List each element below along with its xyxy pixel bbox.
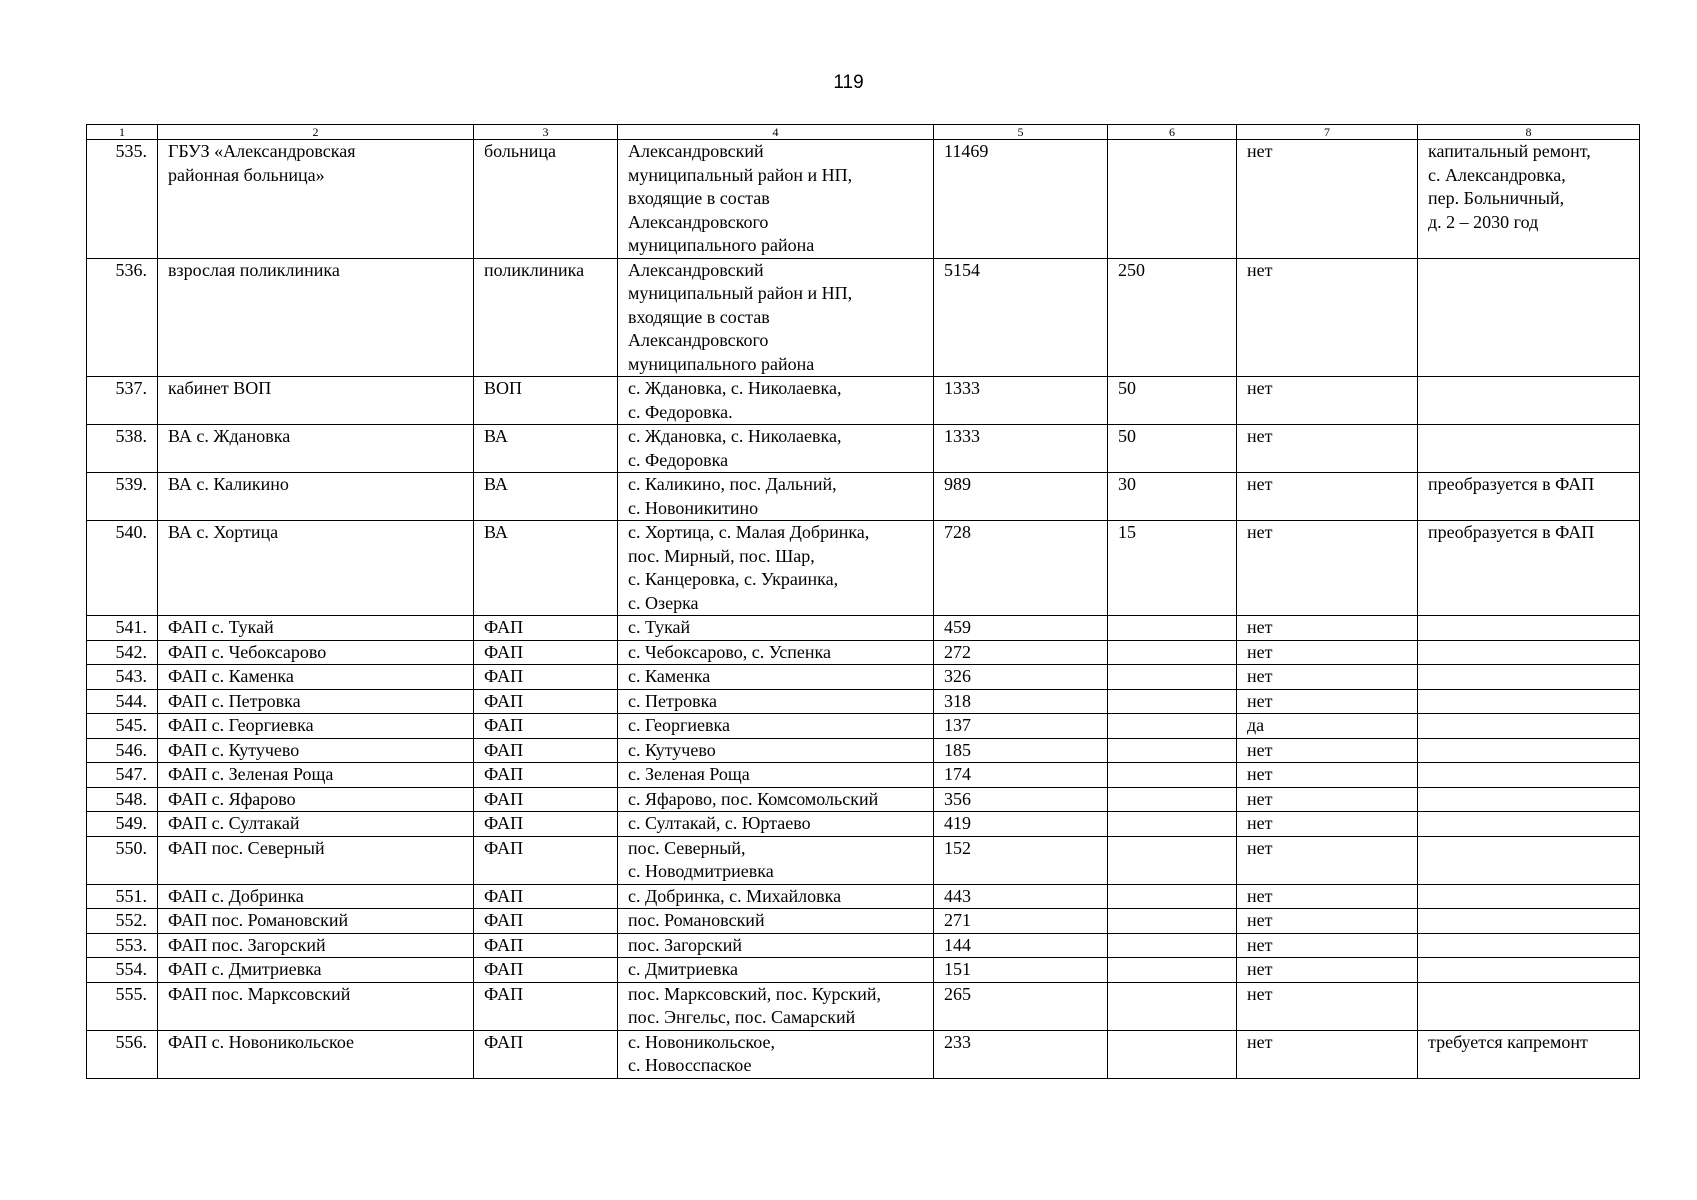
facility-name-cell: ВА с. Каликино bbox=[158, 473, 474, 521]
column-6-cell: 30 bbox=[1108, 473, 1237, 521]
column-5-cell: 271 bbox=[934, 909, 1108, 934]
row-number-cell: 545. bbox=[87, 714, 158, 739]
facility-type-cell: ВОП bbox=[474, 377, 618, 425]
column-5-cell: 1333 bbox=[934, 377, 1108, 425]
facility-type-cell: ФАП bbox=[474, 958, 618, 983]
column-7-cell: нет bbox=[1237, 258, 1418, 377]
column-5-cell: 5154 bbox=[934, 258, 1108, 377]
table-row bbox=[87, 258, 1640, 377]
column-7-cell: нет bbox=[1237, 689, 1418, 714]
column-5-cell: 137 bbox=[934, 714, 1108, 739]
column-header: 7 bbox=[1237, 125, 1418, 140]
column-6-cell bbox=[1108, 836, 1237, 884]
facility-name-cell: ФАП с. Георгиевка bbox=[158, 714, 474, 739]
notes-cell bbox=[1418, 640, 1640, 665]
service-area-cell: с. Георгиевка bbox=[618, 714, 934, 739]
column-5-cell: 728 bbox=[934, 521, 1108, 616]
notes-cell bbox=[1418, 909, 1640, 934]
service-area-cell: пос. Загорский bbox=[618, 933, 934, 958]
notes-cell bbox=[1418, 836, 1640, 884]
service-area-cell: с. Тукай bbox=[618, 616, 934, 641]
notes-cell bbox=[1418, 958, 1640, 983]
table-row bbox=[87, 140, 1640, 259]
facility-type-cell: ФАП bbox=[474, 982, 618, 1030]
column-7-cell: нет bbox=[1237, 521, 1418, 616]
row-number-cell: 544. bbox=[87, 689, 158, 714]
table-row bbox=[87, 836, 1640, 884]
facility-type-cell: больница bbox=[474, 140, 618, 259]
notes-cell bbox=[1418, 787, 1640, 812]
column-5-cell: 326 bbox=[934, 665, 1108, 690]
row-number-cell: 536. bbox=[87, 258, 158, 377]
facility-name-cell: ФАП с. Новоникольское bbox=[158, 1030, 474, 1078]
notes-cell bbox=[1418, 258, 1640, 377]
facility-type-cell: ФАП bbox=[474, 665, 618, 690]
table-row bbox=[87, 714, 1640, 739]
row-number-cell: 554. bbox=[87, 958, 158, 983]
row-number-cell: 535. bbox=[87, 140, 158, 259]
column-6-cell bbox=[1108, 140, 1237, 259]
row-number-cell: 539. bbox=[87, 473, 158, 521]
column-5-cell: 185 bbox=[934, 738, 1108, 763]
column-6-cell: 250 bbox=[1108, 258, 1237, 377]
column-7-cell: нет bbox=[1237, 884, 1418, 909]
row-number-cell: 538. bbox=[87, 425, 158, 473]
column-6-cell bbox=[1108, 665, 1237, 690]
table-body bbox=[87, 140, 1640, 1079]
table-row bbox=[87, 787, 1640, 812]
column-header: 4 bbox=[618, 125, 934, 140]
service-area-cell: с. Ждановка, с. Николаевка, с. Федоровка. bbox=[618, 377, 934, 425]
facility-name-cell: ФАП с. Яфарово bbox=[158, 787, 474, 812]
column-number-row bbox=[87, 125, 1640, 140]
facility-name-cell: ФАП с. Каменка bbox=[158, 665, 474, 690]
column-6-cell: 50 bbox=[1108, 425, 1237, 473]
column-5-cell: 459 bbox=[934, 616, 1108, 641]
notes-cell bbox=[1418, 616, 1640, 641]
facility-type-cell: ФАП bbox=[474, 1030, 618, 1078]
column-7-cell: нет bbox=[1237, 982, 1418, 1030]
column-header: 6 bbox=[1108, 125, 1237, 140]
table-row bbox=[87, 473, 1640, 521]
column-7-cell: нет bbox=[1237, 140, 1418, 259]
facility-type-cell: ФАП bbox=[474, 836, 618, 884]
column-7-cell: нет bbox=[1237, 958, 1418, 983]
column-7-cell: нет bbox=[1237, 933, 1418, 958]
notes-cell bbox=[1418, 377, 1640, 425]
column-5-cell: 174 bbox=[934, 763, 1108, 788]
facility-type-cell: ФАП bbox=[474, 909, 618, 934]
facility-type-cell: ФАП bbox=[474, 812, 618, 837]
table-row bbox=[87, 425, 1640, 473]
row-number-cell: 540. bbox=[87, 521, 158, 616]
column-5-cell: 1333 bbox=[934, 425, 1108, 473]
row-number-cell: 551. bbox=[87, 884, 158, 909]
table-row bbox=[87, 689, 1640, 714]
column-5-cell: 265 bbox=[934, 982, 1108, 1030]
column-5-cell: 151 bbox=[934, 958, 1108, 983]
notes-cell bbox=[1418, 665, 1640, 690]
notes-cell: капитальный ремонт, с. Александровка, пер. Больничный, д. 2 – 2030 год bbox=[1418, 140, 1640, 259]
column-6-cell bbox=[1108, 884, 1237, 909]
facility-name-cell: ФАП пос. Северный bbox=[158, 836, 474, 884]
facility-name-cell: ФАП с. Тукай bbox=[158, 616, 474, 641]
facility-name-cell: ФАП с. Дмитриевка bbox=[158, 958, 474, 983]
column-5-cell: 356 bbox=[934, 787, 1108, 812]
service-area-cell: пос. Северный, с. Новодмитриевка bbox=[618, 836, 934, 884]
column-5-cell: 989 bbox=[934, 473, 1108, 521]
facility-type-cell: ФАП bbox=[474, 714, 618, 739]
table-row bbox=[87, 763, 1640, 788]
column-header: 8 bbox=[1418, 125, 1640, 140]
facility-type-cell: ВА bbox=[474, 521, 618, 616]
column-7-cell: да bbox=[1237, 714, 1418, 739]
column-6-cell bbox=[1108, 738, 1237, 763]
service-area-cell: с. Дмитриевка bbox=[618, 958, 934, 983]
facility-type-cell: ФАП bbox=[474, 738, 618, 763]
column-7-cell: нет bbox=[1237, 473, 1418, 521]
facility-name-cell: ФАП с. Султакай bbox=[158, 812, 474, 837]
row-number-cell: 542. bbox=[87, 640, 158, 665]
table-row bbox=[87, 909, 1640, 934]
service-area-cell: Александровский муниципальный район и НП, входящие в состав Александровского муниципального района bbox=[618, 258, 934, 377]
row-number-cell: 555. bbox=[87, 982, 158, 1030]
row-number-cell: 550. bbox=[87, 836, 158, 884]
column-7-cell: нет bbox=[1237, 1030, 1418, 1078]
service-area-cell: с. Каликино, пос. Дальний, с. Новоникитино bbox=[618, 473, 934, 521]
column-header: 1 bbox=[87, 125, 158, 140]
column-7-cell: нет bbox=[1237, 738, 1418, 763]
column-7-cell: нет bbox=[1237, 640, 1418, 665]
row-number-cell: 547. bbox=[87, 763, 158, 788]
service-area-cell: с. Султакай, с. Юртаево bbox=[618, 812, 934, 837]
notes-cell bbox=[1418, 933, 1640, 958]
row-number-cell: 556. bbox=[87, 1030, 158, 1078]
facility-name-cell: ФАП с. Зеленая Роща bbox=[158, 763, 474, 788]
column-header: 5 bbox=[934, 125, 1108, 140]
service-area-cell: с. Зеленая Роща bbox=[618, 763, 934, 788]
table-row bbox=[87, 377, 1640, 425]
column-7-cell: нет bbox=[1237, 909, 1418, 934]
table-row bbox=[87, 884, 1640, 909]
service-area-cell: с. Кутучево bbox=[618, 738, 934, 763]
facility-name-cell: ФАП пос. Романовский bbox=[158, 909, 474, 934]
notes-cell: требуется капремонт bbox=[1418, 1030, 1640, 1078]
row-number-cell: 548. bbox=[87, 787, 158, 812]
facilities-table bbox=[86, 124, 1640, 1079]
facility-type-cell: ФАП bbox=[474, 640, 618, 665]
row-number-cell: 541. bbox=[87, 616, 158, 641]
facility-name-cell: ГБУЗ «Александровская районная больница» bbox=[158, 140, 474, 259]
table-row bbox=[87, 1030, 1640, 1078]
facility-type-cell: ФАП bbox=[474, 933, 618, 958]
service-area-cell: с. Яфарово, пос. Комсомольский bbox=[618, 787, 934, 812]
facility-type-cell: ФАП bbox=[474, 787, 618, 812]
service-area-cell: с. Чебоксарово, с. Успенка bbox=[618, 640, 934, 665]
facility-name-cell: кабинет ВОП bbox=[158, 377, 474, 425]
column-6-cell bbox=[1108, 933, 1237, 958]
service-area-cell: с. Добринка, с. Михайловка bbox=[618, 884, 934, 909]
service-area-cell: с. Каменка bbox=[618, 665, 934, 690]
row-number-cell: 543. bbox=[87, 665, 158, 690]
row-number-cell: 546. bbox=[87, 738, 158, 763]
column-6-cell bbox=[1108, 616, 1237, 641]
column-6-cell bbox=[1108, 958, 1237, 983]
column-6-cell bbox=[1108, 812, 1237, 837]
column-5-cell: 11469 bbox=[934, 140, 1108, 259]
column-6-cell: 15 bbox=[1108, 521, 1237, 616]
service-area-cell: с. Ждановка, с. Николаевка, с. Федоровка bbox=[618, 425, 934, 473]
notes-cell: преобразуется в ФАП bbox=[1418, 473, 1640, 521]
column-7-cell: нет bbox=[1237, 836, 1418, 884]
facility-type-cell: ФАП bbox=[474, 616, 618, 641]
column-5-cell: 318 bbox=[934, 689, 1108, 714]
facility-type-cell: ВА bbox=[474, 425, 618, 473]
column-5-cell: 152 bbox=[934, 836, 1108, 884]
column-6-cell bbox=[1108, 640, 1237, 665]
facility-name-cell: ВА с. Хортица bbox=[158, 521, 474, 616]
service-area-cell: с. Петровка bbox=[618, 689, 934, 714]
column-6-cell bbox=[1108, 714, 1237, 739]
column-header: 2 bbox=[158, 125, 474, 140]
notes-cell bbox=[1418, 425, 1640, 473]
table-row bbox=[87, 812, 1640, 837]
notes-cell: преобразуется в ФАП bbox=[1418, 521, 1640, 616]
column-6-cell bbox=[1108, 763, 1237, 788]
facility-type-cell: ФАП bbox=[474, 763, 618, 788]
column-7-cell: нет bbox=[1237, 665, 1418, 690]
column-6-cell: 50 bbox=[1108, 377, 1237, 425]
facility-type-cell: ФАП bbox=[474, 884, 618, 909]
column-6-cell bbox=[1108, 982, 1237, 1030]
column-6-cell bbox=[1108, 909, 1237, 934]
row-number-cell: 553. bbox=[87, 933, 158, 958]
facility-name-cell: ФАП с. Кутучево bbox=[158, 738, 474, 763]
table-row bbox=[87, 616, 1640, 641]
facility-name-cell: ФАП с. Добринка bbox=[158, 884, 474, 909]
notes-cell bbox=[1418, 982, 1640, 1030]
column-5-cell: 443 bbox=[934, 884, 1108, 909]
notes-cell bbox=[1418, 738, 1640, 763]
facility-type-cell: ФАП bbox=[474, 689, 618, 714]
table-row bbox=[87, 738, 1640, 763]
facility-name-cell: ФАП пос. Загорский bbox=[158, 933, 474, 958]
service-area-cell: с. Новоникольское, с. Новосспаское bbox=[618, 1030, 934, 1078]
facility-name-cell: взрослая поликлиника bbox=[158, 258, 474, 377]
service-area-cell: пос. Марксовский, пос. Курский, пос. Энгельс, пос. Самарский bbox=[618, 982, 934, 1030]
facility-name-cell: ФАП с. Чебоксарово bbox=[158, 640, 474, 665]
service-area-cell: Александровский муниципальный район и НП, входящие в состав Александровского муниципального района bbox=[618, 140, 934, 259]
facility-type-cell: поликлиника bbox=[474, 258, 618, 377]
table-row bbox=[87, 958, 1640, 983]
row-number-cell: 552. bbox=[87, 909, 158, 934]
notes-cell bbox=[1418, 714, 1640, 739]
table-row bbox=[87, 933, 1640, 958]
table-row bbox=[87, 521, 1640, 616]
notes-cell bbox=[1418, 689, 1640, 714]
row-number-cell: 549. bbox=[87, 812, 158, 837]
page-number: 119 bbox=[833, 72, 864, 93]
column-6-cell bbox=[1108, 689, 1237, 714]
facility-type-cell: ВА bbox=[474, 473, 618, 521]
column-5-cell: 233 bbox=[934, 1030, 1108, 1078]
table-row bbox=[87, 982, 1640, 1030]
column-5-cell: 144 bbox=[934, 933, 1108, 958]
facility-name-cell: ФАП с. Петровка bbox=[158, 689, 474, 714]
column-7-cell: нет bbox=[1237, 425, 1418, 473]
facility-name-cell: ФАП пос. Марксовский bbox=[158, 982, 474, 1030]
table-row bbox=[87, 640, 1640, 665]
column-7-cell: нет bbox=[1237, 616, 1418, 641]
column-7-cell: нет bbox=[1237, 377, 1418, 425]
column-6-cell bbox=[1108, 1030, 1237, 1078]
facility-name-cell: ВА с. Ждановка bbox=[158, 425, 474, 473]
service-area-cell: пос. Романовский bbox=[618, 909, 934, 934]
column-6-cell bbox=[1108, 787, 1237, 812]
notes-cell bbox=[1418, 812, 1640, 837]
column-7-cell: нет bbox=[1237, 787, 1418, 812]
service-area-cell: с. Хортица, с. Малая Добринка, пос. Мирный, пос. Шар, с. Канцеровка, с. Украинка, с. Озерка bbox=[618, 521, 934, 616]
row-number-cell: 537. bbox=[87, 377, 158, 425]
notes-cell bbox=[1418, 884, 1640, 909]
table-row bbox=[87, 665, 1640, 690]
column-header: 3 bbox=[474, 125, 618, 140]
column-7-cell: нет bbox=[1237, 812, 1418, 837]
column-5-cell: 419 bbox=[934, 812, 1108, 837]
column-5-cell: 272 bbox=[934, 640, 1108, 665]
column-7-cell: нет bbox=[1237, 763, 1418, 788]
notes-cell bbox=[1418, 763, 1640, 788]
